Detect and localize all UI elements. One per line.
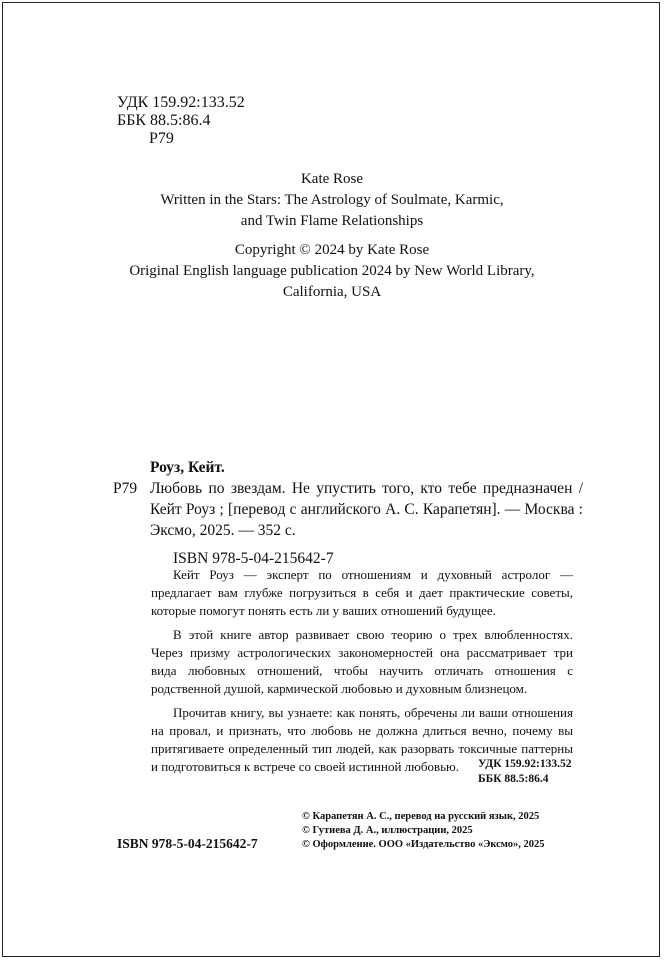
rights-line: © Гутиева Д. А., иллюстрации, 2025 <box>302 825 473 836</box>
original-credits <box>0 169 664 232</box>
copyright-line2: Original English language publication 2024 by New World Library, <box>129 263 535 279</box>
catalog-isbn: ISBN 978-5-04-215642-7 <box>173 550 334 567</box>
rights-line: © Карапетян А. С., перевод на русский язык, 2025 <box>302 811 540 822</box>
annotation-paragraph: Прочитав книгу, вы узнаете: как понять, обречены ли ваши отношения на провал, и признать, что любовь не должна длиться вечно, почему вы притягиваете определенный тип людей, как разорвать токсичные паттерны и подготовиться к встрече со своей истинной любовью. <box>151 705 573 774</box>
annotation <box>151 566 573 782</box>
bbk-code: ББК 88.5:86.4 <box>117 112 211 129</box>
annotation-paragraph: Кейт Роуз — эксперт по отношениям и духовный астролог — предлагает вам глубже погрузиться в себя и дает практические советы, которые помогут понять есть ли у ваших отношений будущее. <box>151 567 573 618</box>
catalog-author-mark: Р79 <box>113 480 138 497</box>
catalog-description: Любовь по звездам. Не упустить того, кто тебе предназначен / Кейт Роуз ; [перевод с английского А. С. Карапетян]. — Москва : Эксмо, 2025. — 352 с. <box>150 480 583 539</box>
copyright-notice <box>0 240 664 303</box>
udk-code-bottom: УДК 159.92:133.52 <box>478 758 572 770</box>
copyright-line1: Copyright © 2024 by Kate Rose <box>234 242 430 258</box>
annotation-paragraph: В этой книге автор развивает свою теорию о трех влюбленностях. Через призму астрологических закономерностей она рассматривает три вида любовных отношений, чтобы научить отличать отношения с родственной душой, кармической любовью и духовным близнецом. <box>151 627 573 696</box>
copyright-line3: California, USA <box>282 284 382 300</box>
catalog-heading: Роуз, Кейт. <box>150 459 225 476</box>
original-title-line2: and Twin Flame Relationships <box>240 213 424 229</box>
top-classification <box>117 94 245 148</box>
rights-line: © Оформление. ООО «Издательство «Эксмо», 2025 <box>302 839 545 850</box>
rights-notice <box>302 810 545 852</box>
bbk-code-bottom: ББК 88.5:86.4 <box>478 773 549 785</box>
catalog-entry <box>113 457 583 569</box>
catalog-row <box>113 478 583 541</box>
udk-code: УДК 159.92:133.52 <box>117 94 245 111</box>
author-mark: Р79 <box>149 130 174 147</box>
original-title-line1: Written in the Stars: The Astrology of Soulmate, Karmic, <box>160 192 504 208</box>
bottom-classification <box>478 757 571 787</box>
isbn-bottom: ISBN 978-5-04-215642-7 <box>117 836 258 851</box>
original-author: Kate Rose <box>300 171 364 187</box>
